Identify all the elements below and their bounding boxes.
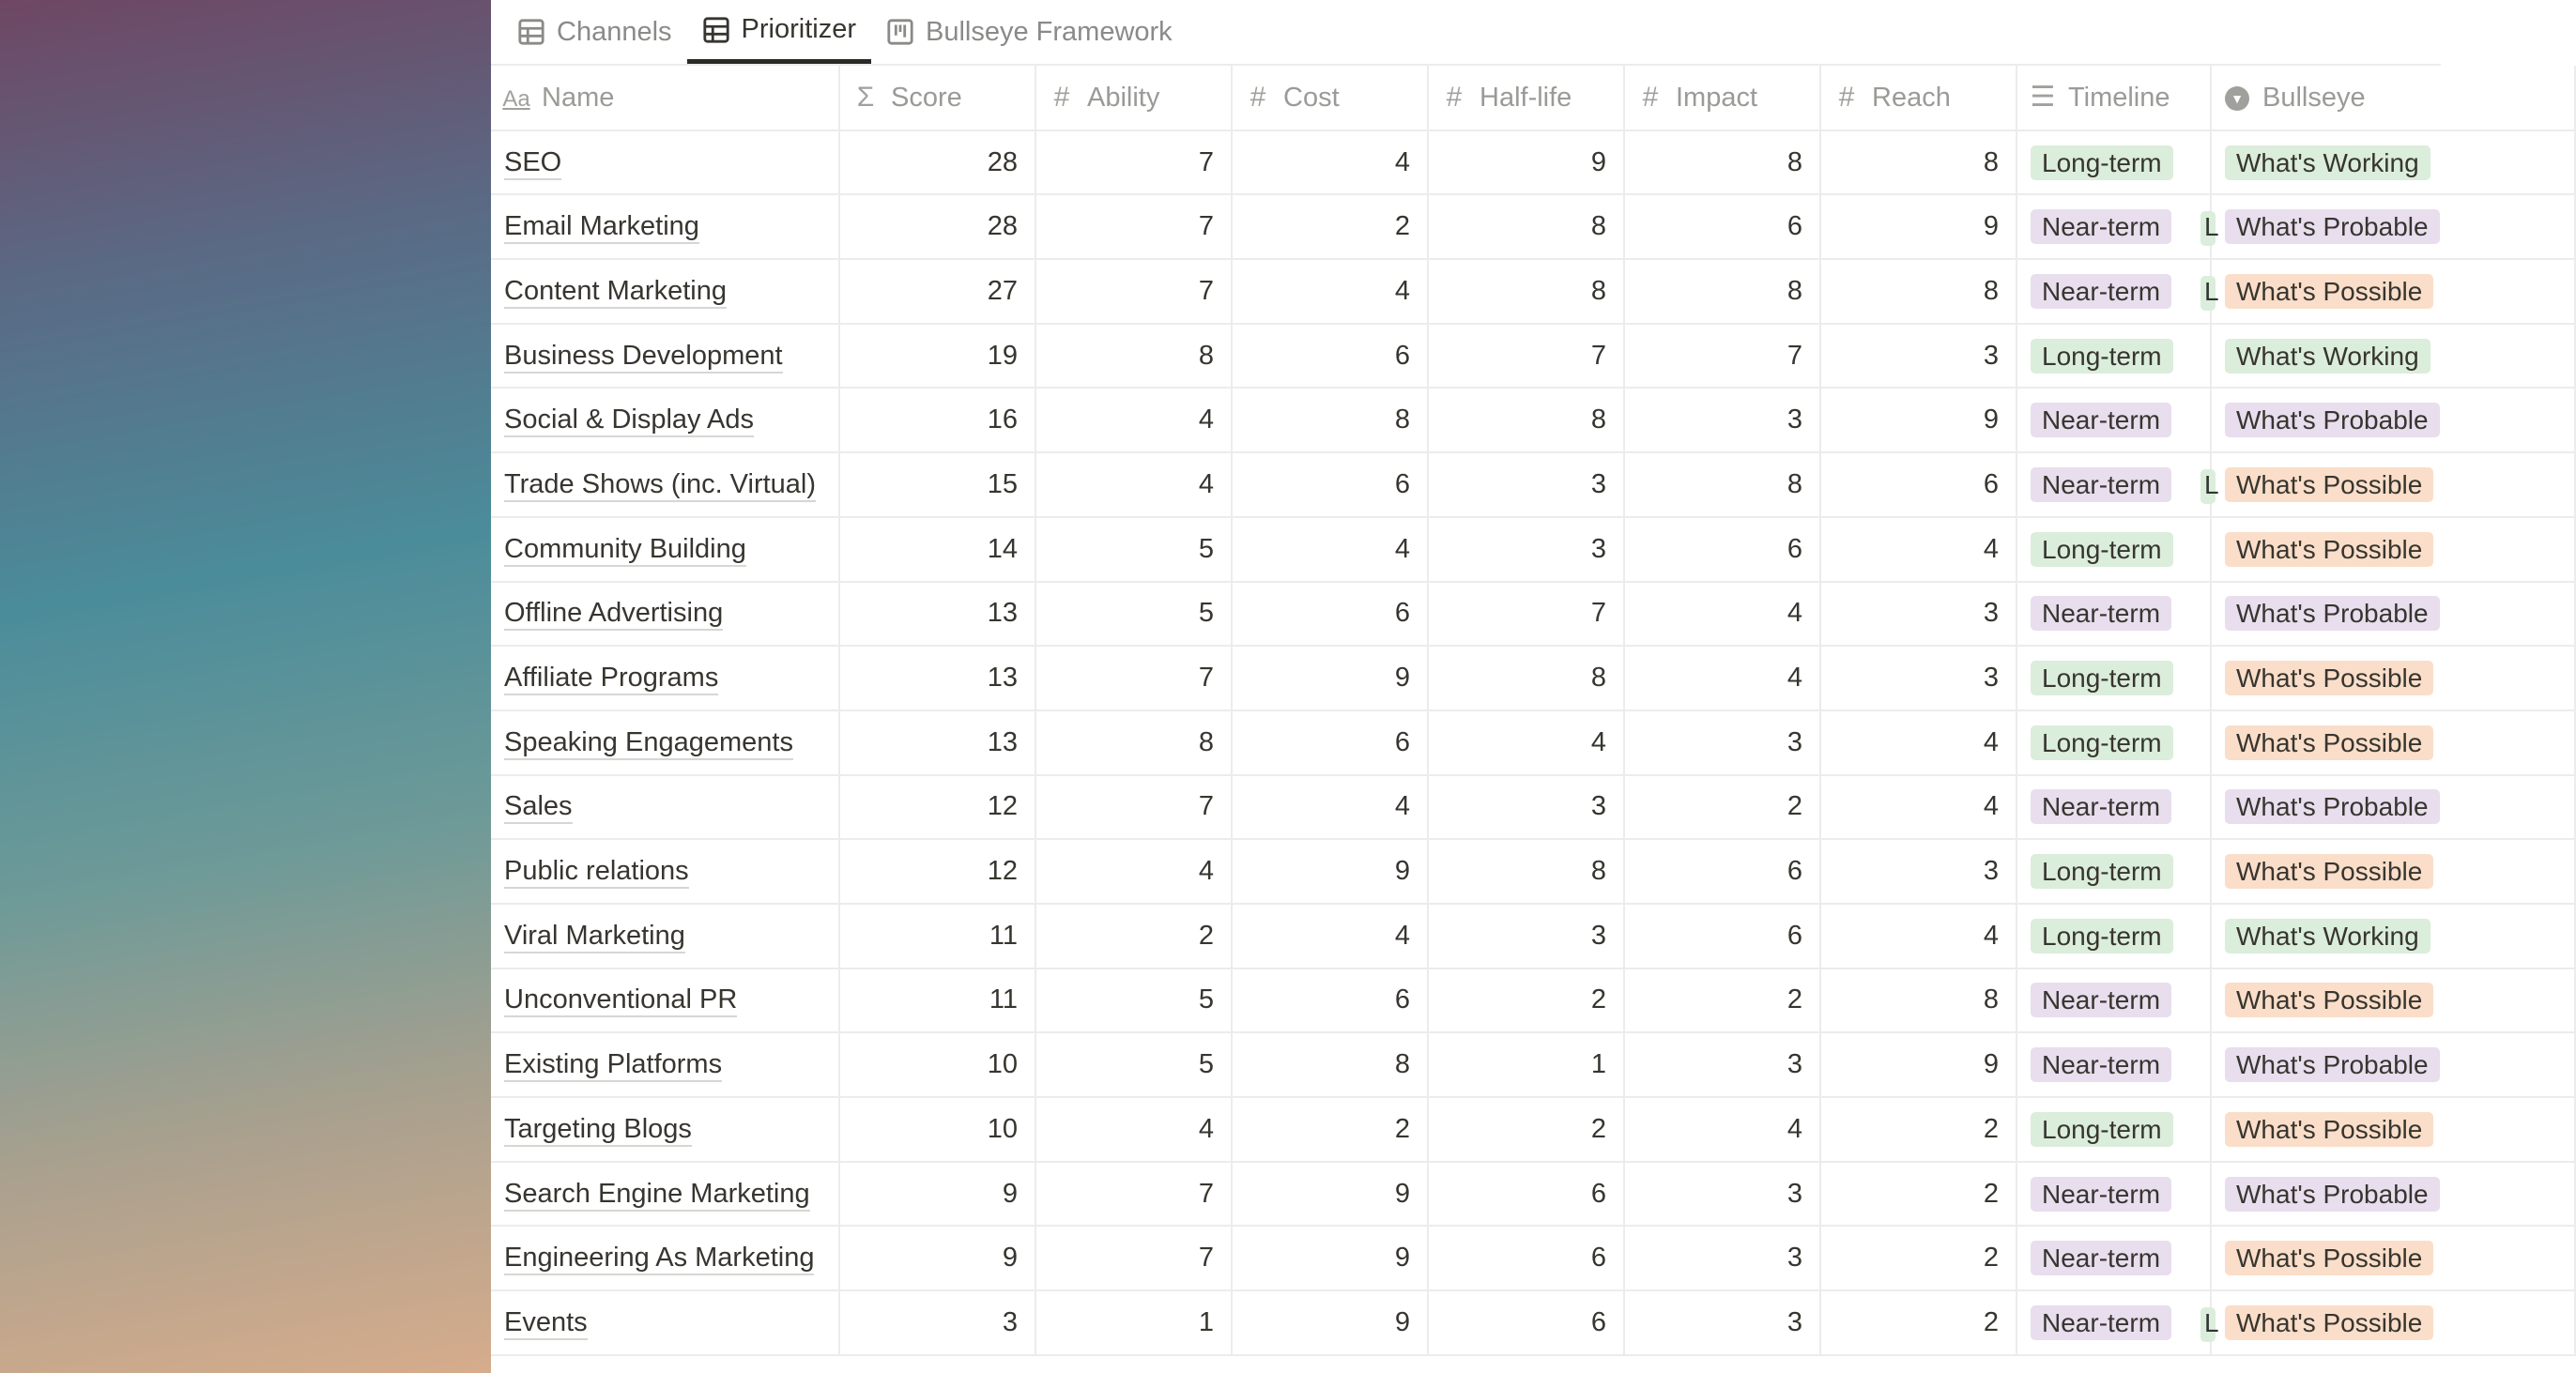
impact-cell[interactable]: 8 <box>1624 452 1820 517</box>
timeline-tag: Near-term <box>2031 467 2171 502</box>
ability-cell[interactable]: 7 <box>1035 1162 1232 1227</box>
cost-cell[interactable]: 6 <box>1232 969 1428 1033</box>
timeline-cell[interactable] <box>2016 904 2211 969</box>
select-icon: ▼ <box>2223 82 2251 114</box>
column-header-reach[interactable] <box>1820 66 2016 130</box>
row-name[interactable]: Offline Advertising <box>504 598 723 631</box>
column-label: Score <box>891 82 962 113</box>
ability-cell[interactable]: 4 <box>1035 388 1232 452</box>
column-header-bullseye[interactable] <box>2211 66 2575 130</box>
column-header-score[interactable] <box>839 66 1035 130</box>
ability-cell[interactable]: 5 <box>1035 517 1232 582</box>
name-cell[interactable] <box>491 388 839 452</box>
reach-cell[interactable]: 8 <box>1820 259 2016 324</box>
timeline-cell[interactable] <box>2016 517 2211 582</box>
score-cell[interactable]: 28 <box>839 130 1035 195</box>
name-cell[interactable] <box>491 1226 839 1290</box>
name-cell[interactable] <box>491 324 839 389</box>
reach-cell[interactable]: 4 <box>1820 710 2016 775</box>
column-label: Reach <box>1872 82 1951 113</box>
halflife-cell[interactable]: 3 <box>1428 904 1624 969</box>
timeline-cell[interactable] <box>2016 839 2211 904</box>
table-row[interactable] <box>491 1032 2575 1097</box>
reach-cell[interactable]: 4 <box>1820 517 2016 582</box>
row-name[interactable]: Social & Display Ads <box>504 404 754 437</box>
impact-cell[interactable]: 3 <box>1624 1290 1820 1355</box>
number-icon: # <box>1838 81 1855 113</box>
score-cell[interactable]: 19 <box>839 324 1035 389</box>
impact-cell[interactable]: 3 <box>1624 710 1820 775</box>
column-label: Cost <box>1283 82 1340 113</box>
score-cell[interactable]: 27 <box>839 259 1035 324</box>
timeline-tag: Near-term <box>2031 403 2171 437</box>
halflife-cell[interactable]: 9 <box>1428 130 1624 195</box>
table-row[interactable] <box>491 582 2575 647</box>
timeline-tag: Near-term <box>2031 1241 2171 1275</box>
name-cell[interactable] <box>491 1162 839 1227</box>
ability-cell[interactable]: 4 <box>1035 1097 1232 1162</box>
ability-cell[interactable]: 7 <box>1035 775 1232 840</box>
score-cell[interactable]: 13 <box>839 646 1035 710</box>
cost-cell[interactable]: 6 <box>1232 452 1428 517</box>
ability-cell[interactable]: 7 <box>1035 1226 1232 1290</box>
number-icon: # <box>1053 81 1070 113</box>
reach-cell[interactable]: 3 <box>1820 324 2016 389</box>
timeline-tag: Near-term <box>2031 1177 2171 1212</box>
column-label: Ability <box>1087 82 1160 113</box>
bullseye-tag: What's Possible <box>2225 1305 2433 1340</box>
row-name[interactable]: Trade Shows (inc. Virtual) <box>504 469 816 502</box>
impact-cell[interactable]: 8 <box>1624 130 1820 195</box>
reach-cell[interactable]: 9 <box>1820 194 2016 259</box>
ability-cell[interactable]: 1 <box>1035 1290 1232 1355</box>
bullseye-tag: What's Working <box>2225 919 2430 953</box>
row-name[interactable]: Affiliate Programs <box>504 663 718 695</box>
timeline-cell[interactable] <box>2016 388 2211 452</box>
bullseye-cell[interactable] <box>2211 582 2575 647</box>
bullseye-cell[interactable] <box>2211 324 2575 389</box>
reach-cell[interactable]: 3 <box>1820 582 2016 647</box>
impact-cell[interactable]: 8 <box>1624 259 1820 324</box>
impact-cell[interactable]: 7 <box>1624 324 1820 389</box>
timeline-tag: Near-term <box>2031 789 2171 824</box>
halflife-cell[interactable]: 2 <box>1428 1097 1624 1162</box>
timeline-tag: Near-term <box>2031 209 2171 244</box>
bullseye-tag: What's Possible <box>2225 725 2433 760</box>
bullseye-tag: What's Possible <box>2225 274 2433 309</box>
ability-cell[interactable]: 5 <box>1035 969 1232 1033</box>
column-label: Timeline <box>2068 83 2170 114</box>
row-name[interactable]: Business Development <box>504 341 783 374</box>
ability-cell[interactable]: 7 <box>1035 646 1232 710</box>
impact-cell[interactable]: 2 <box>1624 969 1820 1033</box>
board-icon <box>886 18 914 46</box>
impact-cell[interactable]: 6 <box>1624 517 1820 582</box>
table-row[interactable] <box>491 388 2575 452</box>
column-label: Impact <box>1676 82 1758 113</box>
table-header <box>491 66 2575 130</box>
name-cell[interactable] <box>491 1032 839 1097</box>
reach-cell[interactable]: 2 <box>1820 1162 2016 1227</box>
tab-label: Bullseye Framework <box>926 16 1173 47</box>
reach-cell[interactable]: 2 <box>1820 1226 2016 1290</box>
bullseye-tag: What's Possible <box>2225 1112 2433 1147</box>
timeline-tag: Long-term <box>2031 1112 2173 1147</box>
name-cell[interactable] <box>491 775 839 840</box>
timeline-tag: Long-term <box>2031 725 2173 760</box>
row-name[interactable]: Events <box>504 1307 588 1340</box>
row-name[interactable]: Unconventional PR <box>504 984 737 1017</box>
name-cell[interactable] <box>491 452 839 517</box>
impact-cell[interactable]: 4 <box>1624 582 1820 647</box>
impact-cell[interactable]: 3 <box>1624 1162 1820 1227</box>
prioritizer-table <box>491 66 2576 1356</box>
row-name[interactable]: SEO <box>504 147 561 180</box>
tab-label: Prioritizer <box>741 14 856 44</box>
bullseye-cell[interactable] <box>2211 904 2575 969</box>
halflife-cell[interactable]: 3 <box>1428 517 1624 582</box>
row-name[interactable]: Content Marketing <box>504 276 727 309</box>
cost-cell[interactable]: 4 <box>1232 517 1428 582</box>
ability-cell[interactable]: 8 <box>1035 710 1232 775</box>
score-cell[interactable]: 16 <box>839 388 1035 452</box>
timeline-tag: Near-term <box>2031 1305 2171 1340</box>
row-name[interactable]: Speaking Engagements <box>504 727 793 760</box>
halflife-cell[interactable]: 8 <box>1428 194 1624 259</box>
bullseye-cell[interactable] <box>2211 1097 2575 1162</box>
halflife-cell[interactable]: 8 <box>1428 646 1624 710</box>
reach-cell[interactable]: 9 <box>1820 388 2016 452</box>
halflife-cell[interactable]: 6 <box>1428 1226 1624 1290</box>
column-label: Bullseye <box>2262 82 2366 113</box>
timeline-cell[interactable] <box>2016 1162 2211 1227</box>
timeline-cell[interactable] <box>2016 194 2219 259</box>
column-header-impact[interactable] <box>1624 66 1820 130</box>
reach-cell[interactable]: 8 <box>1820 969 2016 1033</box>
bullseye-tag: What's Probable <box>2225 596 2440 631</box>
halflife-cell[interactable]: 6 <box>1428 1290 1624 1355</box>
timeline-tag: Long-term <box>2031 854 2173 889</box>
timeline-cell[interactable] <box>2016 452 2219 517</box>
bullseye-cell[interactable] <box>2211 130 2575 195</box>
reach-cell[interactable]: 6 <box>1820 452 2016 517</box>
cost-cell[interactable]: 9 <box>1232 839 1428 904</box>
bullseye-cell[interactable] <box>2211 775 2575 840</box>
cost-cell[interactable]: 9 <box>1232 1290 1428 1355</box>
name-cell[interactable] <box>491 194 839 259</box>
halflife-cell[interactable]: 3 <box>1428 775 1624 840</box>
table-row[interactable] <box>491 969 2575 1033</box>
row-name[interactable]: Targeting Blogs <box>504 1114 692 1147</box>
table-row[interactable] <box>491 517 2575 582</box>
cost-cell[interactable]: 2 <box>1232 194 1428 259</box>
bullseye-cell[interactable] <box>2211 969 2575 1033</box>
timeline-tag: Long-term <box>2031 339 2173 374</box>
row-name[interactable]: Search Engine Marketing <box>504 1179 810 1212</box>
bullseye-tag: What's Probable <box>2225 1047 2440 1082</box>
name-cell[interactable] <box>491 904 839 969</box>
table-row[interactable] <box>491 1226 2575 1290</box>
bullseye-tag: What's Possible <box>2225 983 2433 1017</box>
impact-cell[interactable]: 4 <box>1624 646 1820 710</box>
halflife-cell[interactable]: 1 <box>1428 1032 1624 1097</box>
halflife-cell[interactable]: 3 <box>1428 452 1624 517</box>
bullseye-cell[interactable] <box>2211 194 2575 259</box>
table-row[interactable] <box>491 130 2575 195</box>
desktop-background <box>0 0 491 1373</box>
impact-cell[interactable]: 6 <box>1624 904 1820 969</box>
timeline-cell[interactable] <box>2016 259 2219 324</box>
row-name[interactable]: Community Building <box>504 534 746 567</box>
score-cell[interactable]: 12 <box>839 775 1035 840</box>
ability-cell[interactable]: 2 <box>1035 904 1232 969</box>
bullseye-cell[interactable] <box>2211 388 2575 452</box>
cost-cell[interactable]: 9 <box>1232 1226 1428 1290</box>
timeline-tag: Near-term <box>2031 596 2171 631</box>
number-icon: # <box>1250 81 1266 113</box>
name-cell[interactable] <box>491 130 839 195</box>
cost-cell[interactable]: 8 <box>1232 388 1428 452</box>
bullseye-tag: What's Working <box>2225 145 2430 180</box>
name-cell[interactable] <box>491 969 839 1033</box>
table-row[interactable] <box>491 259 2575 324</box>
row-name[interactable]: Email Marketing <box>504 211 699 244</box>
name-cell[interactable] <box>491 710 839 775</box>
tab-label: Channels <box>557 16 672 47</box>
halflife-cell[interactable]: 8 <box>1428 388 1624 452</box>
bullseye-tag: What's Possible <box>2225 532 2433 567</box>
name-cell[interactable] <box>491 1097 839 1162</box>
reach-cell[interactable]: 4 <box>1820 775 2016 840</box>
timeline-tag: Near-term <box>2031 1047 2171 1082</box>
timeline-tag-overflow: L <box>2200 276 2216 311</box>
table-row[interactable] <box>491 710 2575 775</box>
timeline-cell[interactable] <box>2016 775 2211 840</box>
cost-cell[interactable]: 6 <box>1232 710 1428 775</box>
timeline-tag: Near-term <box>2031 983 2171 1017</box>
score-cell[interactable]: 11 <box>839 969 1035 1033</box>
row-name[interactable]: Existing Platforms <box>504 1049 722 1082</box>
ability-cell[interactable]: 4 <box>1035 839 1232 904</box>
reach-cell[interactable]: 8 <box>1820 130 2016 195</box>
table-row[interactable] <box>491 775 2575 840</box>
bullseye-tag: What's Probable <box>2225 789 2440 824</box>
timeline-tag-overflow: L <box>2200 1307 2216 1342</box>
score-cell[interactable]: 9 <box>839 1162 1035 1227</box>
halflife-cell[interactable]: 8 <box>1428 839 1624 904</box>
cost-cell[interactable]: 6 <box>1232 324 1428 389</box>
timeline-cell[interactable] <box>2016 1290 2219 1355</box>
score-cell[interactable]: 10 <box>839 1097 1035 1162</box>
halflife-cell[interactable]: 7 <box>1428 582 1624 647</box>
timeline-cell[interactable] <box>2016 1032 2211 1097</box>
bullseye-cell[interactable] <box>2211 259 2575 324</box>
score-cell[interactable]: 13 <box>839 710 1035 775</box>
row-name[interactable]: Sales <box>504 791 573 824</box>
formula-icon: Σ <box>856 81 875 113</box>
number-icon: # <box>1642 81 1659 113</box>
timeline-tag: Near-term <box>2031 274 2171 309</box>
table-row[interactable] <box>491 839 2575 904</box>
bullseye-tag: What's Possible <box>2225 467 2433 502</box>
column-label: Half-life <box>1480 82 1572 113</box>
bullseye-tag: What's Probable <box>2225 403 2440 437</box>
table-row[interactable] <box>491 1097 2575 1162</box>
bullseye-cell[interactable] <box>2211 839 2575 904</box>
tab-channels[interactable] <box>502 0 687 64</box>
impact-cell[interactable]: 2 <box>1624 775 1820 840</box>
table-row[interactable] <box>491 904 2575 969</box>
name-cell[interactable] <box>491 646 839 710</box>
column-header-cost[interactable] <box>1232 66 1428 130</box>
ability-cell[interactable]: 5 <box>1035 1032 1232 1097</box>
bullseye-cell[interactable] <box>2211 1226 2575 1290</box>
reach-cell[interactable]: 4 <box>1820 904 2016 969</box>
cost-cell[interactable]: 9 <box>1232 1162 1428 1227</box>
table-row[interactable] <box>491 452 2575 517</box>
bullseye-tag: What's Probable <box>2225 209 2440 244</box>
name-cell[interactable] <box>491 259 839 324</box>
timeline-tag: Long-term <box>2031 532 2173 567</box>
name-cell[interactable] <box>491 582 839 647</box>
bullseye-tag: What's Working <box>2225 339 2430 374</box>
name-cell[interactable] <box>491 839 839 904</box>
timeline-cell[interactable] <box>2016 969 2211 1033</box>
row-name[interactable]: Public relations <box>504 856 689 889</box>
timeline-cell[interactable] <box>2016 1097 2211 1162</box>
table-row[interactable] <box>491 1290 2575 1355</box>
column-label: Name <box>542 82 615 113</box>
score-cell[interactable]: 3 <box>839 1290 1035 1355</box>
bullseye-cell[interactable] <box>2211 1032 2575 1097</box>
bullseye-tag: What's Probable <box>2225 1177 2440 1212</box>
tab-prioritizer[interactable] <box>687 0 871 64</box>
cost-cell[interactable]: 4 <box>1232 904 1428 969</box>
column-header-ability[interactable] <box>1035 66 1232 130</box>
score-cell[interactable]: 10 <box>839 1032 1035 1097</box>
bullseye-cell[interactable] <box>2211 452 2575 517</box>
reach-cell[interactable]: 2 <box>1820 1290 2016 1355</box>
row-name[interactable]: Viral Marketing <box>504 921 685 953</box>
view-tabs <box>491 0 2441 66</box>
reach-cell[interactable]: 2 <box>1820 1097 2016 1162</box>
timeline-cell[interactable] <box>2016 1226 2211 1290</box>
timeline-tag-overflow: L <box>2200 211 2216 246</box>
timeline-cell[interactable] <box>2016 710 2211 775</box>
impact-cell[interactable]: 3 <box>1624 388 1820 452</box>
ability-cell[interactable]: 4 <box>1035 452 1232 517</box>
reach-cell[interactable]: 3 <box>1820 646 2016 710</box>
bullseye-cell[interactable] <box>2211 646 2575 710</box>
bullseye-cell[interactable] <box>2211 1290 2575 1355</box>
name-cell[interactable] <box>491 1290 839 1355</box>
table-icon <box>702 16 730 44</box>
bullseye-tag: What's Possible <box>2225 661 2433 695</box>
bullseye-cell[interactable] <box>2211 1162 2575 1227</box>
number-icon: # <box>1446 81 1463 113</box>
tab-bullseye-framework[interactable] <box>871 0 1188 64</box>
column-header-half-life[interactable] <box>1428 66 1624 130</box>
column-header-name[interactable] <box>491 66 839 130</box>
text-property-icon: Aa <box>502 85 530 112</box>
cost-cell[interactable]: 9 <box>1232 646 1428 710</box>
cost-cell[interactable]: 4 <box>1232 775 1428 840</box>
score-cell[interactable]: 14 <box>839 517 1035 582</box>
halflife-cell[interactable]: 7 <box>1428 324 1624 389</box>
row-name[interactable]: Engineering As Marketing <box>504 1243 814 1275</box>
timeline-cell[interactable] <box>2016 582 2211 647</box>
cost-cell[interactable]: 2 <box>1232 1097 1428 1162</box>
ability-cell[interactable]: 7 <box>1035 130 1232 195</box>
ability-cell[interactable]: 7 <box>1035 194 1232 259</box>
ability-cell[interactable]: 7 <box>1035 259 1232 324</box>
cost-cell[interactable]: 4 <box>1232 130 1428 195</box>
score-cell[interactable]: 13 <box>839 582 1035 647</box>
impact-cell[interactable]: 6 <box>1624 194 1820 259</box>
timeline-tag-overflow: L <box>2200 469 2216 504</box>
cost-cell[interactable]: 4 <box>1232 259 1428 324</box>
cost-cell[interactable]: 8 <box>1232 1032 1428 1097</box>
timeline-tag: Long-term <box>2031 661 2173 695</box>
database-view <box>491 0 2441 1373</box>
reach-cell[interactable]: 3 <box>1820 839 2016 904</box>
table-row[interactable] <box>491 1162 2575 1227</box>
ability-cell[interactable]: 5 <box>1035 582 1232 647</box>
impact-cell[interactable]: 3 <box>1624 1226 1820 1290</box>
score-cell[interactable]: 28 <box>839 194 1035 259</box>
table-row[interactable] <box>491 324 2575 389</box>
timeline-tag: Long-term <box>2031 919 2173 953</box>
score-cell[interactable]: 9 <box>839 1226 1035 1290</box>
score-cell[interactable]: 12 <box>839 839 1035 904</box>
bullseye-tag: What's Possible <box>2225 854 2433 889</box>
halflife-cell[interactable]: 8 <box>1428 259 1624 324</box>
cost-cell[interactable]: 6 <box>1232 582 1428 647</box>
bullseye-cell[interactable] <box>2211 517 2575 582</box>
timeline-cell[interactable] <box>2016 130 2211 195</box>
table-icon <box>517 18 545 46</box>
timeline-cell[interactable] <box>2016 324 2211 389</box>
table-row[interactable] <box>491 646 2575 710</box>
table-row[interactable] <box>491 194 2575 259</box>
column-header-timeline[interactable] <box>2016 66 2211 130</box>
impact-cell[interactable]: 6 <box>1624 839 1820 904</box>
bullseye-cell[interactable] <box>2211 710 2575 775</box>
halflife-cell[interactable]: 6 <box>1428 1162 1624 1227</box>
ability-cell[interactable]: 8 <box>1035 324 1232 389</box>
impact-cell[interactable]: 3 <box>1624 1032 1820 1097</box>
reach-cell[interactable]: 9 <box>1820 1032 2016 1097</box>
halflife-cell[interactable]: 2 <box>1428 969 1624 1033</box>
impact-cell[interactable]: 4 <box>1624 1097 1820 1162</box>
bullseye-tag: What's Possible <box>2225 1241 2433 1275</box>
score-cell[interactable]: 11 <box>839 904 1035 969</box>
name-cell[interactable] <box>491 517 839 582</box>
timeline-tag: Long-term <box>2031 145 2173 180</box>
timeline-cell[interactable] <box>2016 646 2211 710</box>
halflife-cell[interactable]: 4 <box>1428 710 1624 775</box>
score-cell[interactable]: 15 <box>839 452 1035 517</box>
multi-select-icon: ☰ <box>2030 82 2056 114</box>
